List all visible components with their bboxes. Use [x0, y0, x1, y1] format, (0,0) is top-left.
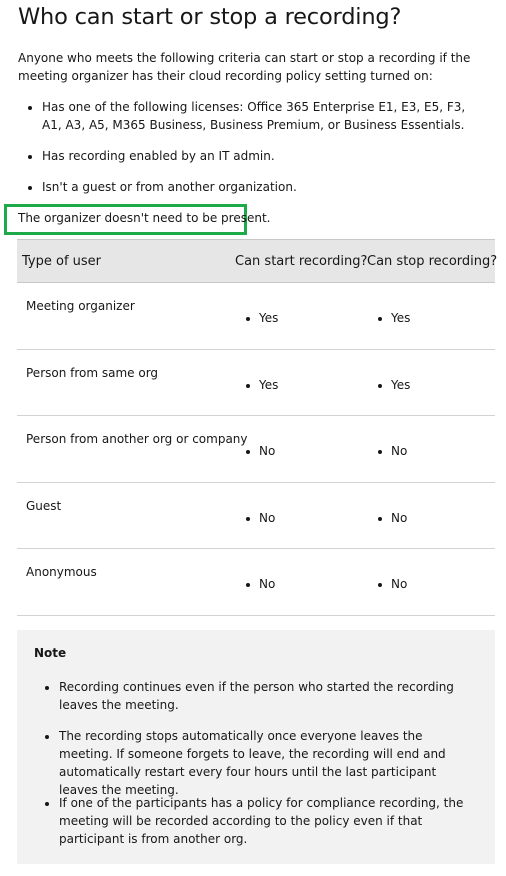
cell-value: Yes [259, 377, 279, 392]
cell-can-start [242, 509, 275, 527]
cell-value: No [391, 444, 408, 458]
criteria-item [18, 147, 488, 165]
bullet-icon [246, 517, 250, 521]
header-type-of-user: Type of user [22, 254, 102, 269]
bullet-icon [378, 450, 382, 454]
note-text: Recording continues even if the person who started the recording leaves the meeting. [59, 680, 454, 712]
cell-can-stop [374, 509, 407, 527]
bullet-icon [45, 802, 49, 806]
criteria-text: Has one of the following licenses: Office 365 Enterprise E1, E3, E5, F3, A1, A3, A5, M365 Business, Business Premium, or Business Essentials. [42, 100, 466, 132]
header-can-stop: Can stop recording? [367, 254, 498, 269]
note-title: Note [34, 646, 67, 660]
cell-value: Yes [259, 311, 279, 325]
note-text: The recording stops automatically once everyone leaves the meeting. If someone forgets to leave, the recording will end and automatically restart every four hours until the last participant leaves the meeting. [59, 729, 446, 797]
intro-paragraph: Anyone who meets the following criteria can start or stop a recording if the meeting organizer has their cloud recording policy setting turned on: [18, 51, 471, 83]
organizer-note: The organizer doesn't need to be present. [18, 211, 271, 225]
table-header [17, 239, 498, 283]
criteria-text: Has recording enabled by an IT admin. [42, 149, 275, 163]
cell-user-type: Person from same org [26, 365, 159, 380]
bullet-icon [246, 317, 250, 321]
bullet-icon [246, 384, 250, 388]
cell-can-stop [374, 575, 407, 593]
bullet-icon [28, 106, 32, 110]
criteria-text: Isn't a guest or from another organization. [42, 180, 297, 194]
cell-value: No [259, 577, 276, 591]
cell-value: No [259, 510, 276, 525]
bullet-icon [28, 186, 32, 190]
cell-user-type: Guest [26, 498, 62, 513]
page-title: Who can start or stop a recording? [18, 4, 402, 30]
bullet-icon [246, 450, 250, 454]
note-text: If one of the participants has a policy for compliance recording, the meeting will be recorded according to the policy even if that participant is from another org. [59, 796, 464, 846]
cell-value: Yes [391, 311, 411, 325]
cell-can-start [242, 575, 275, 593]
bullet-icon [45, 686, 49, 690]
table-row [17, 283, 495, 350]
table-row [17, 549, 495, 616]
bullet-icon [45, 735, 49, 739]
cell-value: Yes [391, 377, 411, 392]
table-row [17, 350, 495, 417]
bullet-icon [246, 583, 250, 587]
note-box [17, 630, 495, 864]
criteria-item [18, 98, 488, 134]
cell-can-start [242, 309, 278, 327]
cell-can-stop [374, 376, 410, 394]
criteria-item [18, 178, 488, 196]
table-row [17, 483, 495, 550]
cell-value: No [259, 444, 276, 458]
note-item [35, 794, 475, 848]
cell-user-type: Meeting organizer [26, 299, 135, 313]
cell-value: No [391, 510, 408, 525]
bullet-icon [28, 155, 32, 159]
note-item [35, 727, 475, 799]
bullet-icon [378, 317, 382, 321]
cell-user-type: Anonymous [26, 565, 97, 579]
bullet-icon [378, 384, 382, 388]
cell-user-type: Person from another org or company [26, 432, 248, 446]
note-item [35, 678, 475, 714]
table-row [17, 416, 495, 483]
permissions-table [17, 239, 498, 615]
cell-can-stop [374, 442, 407, 460]
header-can-start: Can start recording? [235, 254, 368, 269]
bullet-icon [378, 517, 382, 521]
cell-can-start [242, 376, 278, 394]
cell-value: No [391, 577, 408, 591]
cell-can-stop [374, 309, 410, 327]
bullet-icon [378, 583, 382, 587]
cell-can-start [242, 442, 275, 460]
